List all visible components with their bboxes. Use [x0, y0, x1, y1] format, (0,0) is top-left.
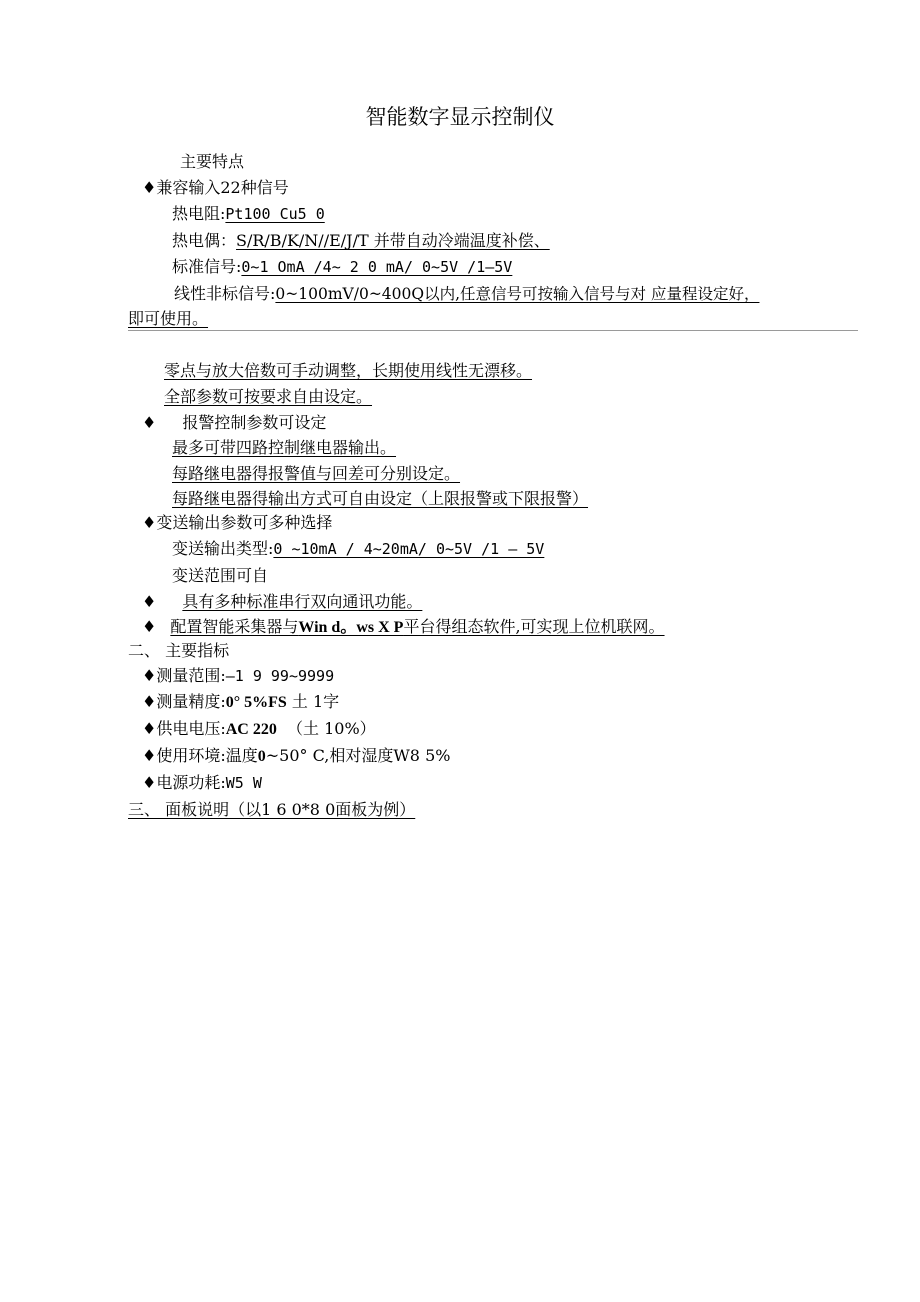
environment-tail: ~50° C,相对湿度W8 5% [265, 746, 451, 765]
alarm-line-2: 每路继电器得报警值与回差可分别设定。 [172, 464, 461, 483]
rtd-label: 热电阻: [172, 204, 226, 223]
panel-heading [128, 800, 415, 820]
horizontal-divider [128, 330, 858, 331]
accuracy-line [142, 692, 339, 713]
software-bullet: ♦ [142, 617, 157, 636]
supply-voltage-value: AC 220 [225, 721, 277, 738]
power-consumption-label: ♦电源功耗: [142, 773, 226, 792]
standard-signal-line [172, 257, 512, 277]
measure-range-value: —1 9 99~9999 [225, 667, 335, 685]
environment-line [142, 746, 450, 767]
mcu-line-2: 全部参数可按要求自由设定。 [164, 387, 373, 406]
software-text-3: 平台得组态软件,可实现上位机联网。 [403, 617, 665, 636]
power-consumption-line [142, 773, 262, 793]
document-title: 智能数字显示控制仪 [365, 105, 555, 129]
alarm-bullet: ♦ [142, 413, 157, 432]
software-text-2: Win d。ws X P [298, 619, 404, 636]
transmit-heading: ♦变送输出参数可多种选择 [142, 513, 333, 532]
supply-voltage-line [142, 719, 376, 740]
environment-label: ♦使用环境:温度 [142, 746, 258, 765]
accuracy-value: 0° 5%FS [225, 694, 287, 711]
environment-value: 0 [257, 748, 266, 765]
linear-signal-label: 线性非标信号: [174, 284, 276, 303]
power-consumption-value: W5 W [225, 774, 262, 792]
alarm-line-1: 最多可带四路控制继电器输出。 [172, 438, 397, 457]
comm-line [142, 592, 422, 612]
supply-voltage-label: ♦供电电压: [142, 719, 226, 738]
supply-voltage-tail: （土 10%） [276, 719, 376, 738]
accuracy-label: ♦测量精度: [142, 692, 226, 711]
linear-signal-value: 0~100mV/0~400Q以内,任意信号可按输入信号与对 应量程设定好， [275, 285, 760, 303]
software-line [142, 617, 665, 638]
input-signals-heading: ♦兼容输入22种信号 [142, 178, 289, 197]
transmit-type-value: 0 ~10mA / 4~20mA/ 0~5V /1 — 5V [273, 540, 545, 558]
transmit-type-label: 变送输出类型: [172, 539, 274, 558]
alarm-line-3: 每路继电器得输出方式可自由设定（上限报警或下限报警） [172, 489, 589, 508]
mcu-line-1: 零点与放大倍数可手动调整，长期使用线性无漂移。 [164, 361, 533, 380]
transmit-type-line [172, 539, 544, 559]
panel-heading-text: 三、 面板说明（以1 6 0*8 0面板为例） [128, 800, 416, 819]
comm-text: 具有多种标准串行双向通讯功能。 [182, 592, 423, 611]
rtd-value: Pt100 Cu5 0 [225, 205, 325, 223]
rtd-line [172, 204, 325, 224]
software-text-1: 配置智能采集器与 [170, 617, 299, 636]
specs-heading: 二、 主要指标 [128, 641, 230, 660]
linear-signal-continuation: 即可使用。 [128, 309, 209, 328]
linear-signal-line [174, 284, 759, 304]
measure-range-label: ♦测量范围: [142, 666, 226, 685]
thermocouple-label: 热电偶： [172, 231, 237, 250]
thermocouple-value: S/R/B/K/N//E/J/T 并带自动冷端温度补偿、 [236, 231, 550, 250]
alarm-heading: 报警控制参数可设定 [182, 413, 327, 432]
alarm-heading-line [142, 413, 326, 433]
thermocouple-line [172, 231, 550, 251]
comm-bullet: ♦ [142, 592, 157, 611]
accuracy-tail: 土 1字 [286, 692, 340, 711]
transmit-range: 变送范围可自 [172, 566, 269, 585]
measure-range-line [142, 666, 334, 686]
standard-signal-value: 0~1 OmA /4~ 2 0 mA/ 0~5V /1—5V [241, 258, 513, 276]
features-heading: 主要特点 [180, 152, 245, 171]
standard-signal-label: 标准信号: [172, 257, 242, 276]
